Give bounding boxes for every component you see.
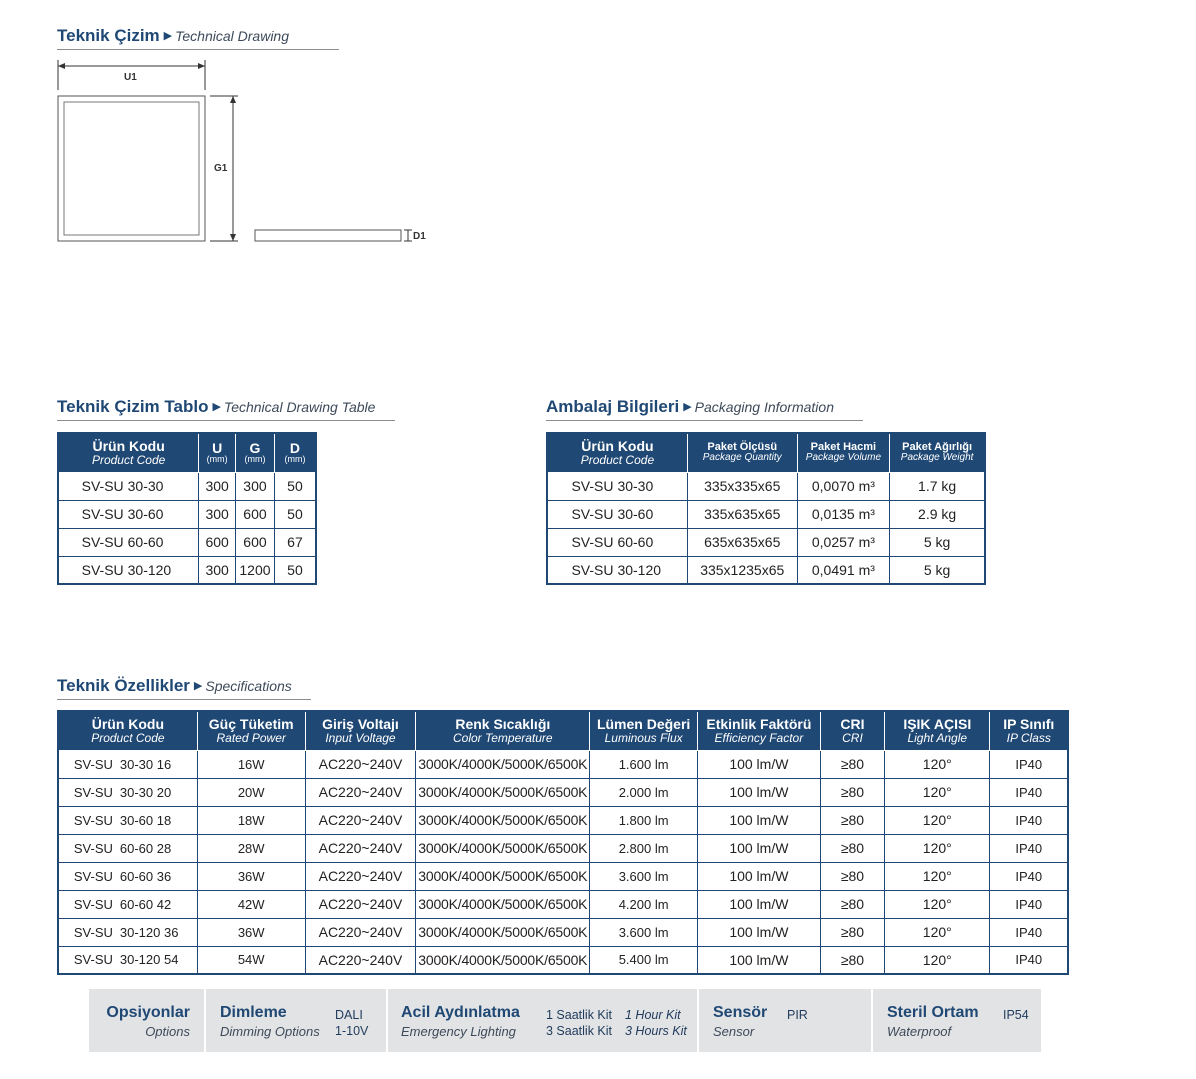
header-efficiency-factor: Etkinlik Faktörü Efficiency Factor (697, 711, 820, 750)
option-sensor: Sensör Sensor PIR (713, 1004, 808, 1039)
caret-right-icon: ▶ (212, 401, 221, 413)
options-title: Opsiyonlar Options (106, 1004, 190, 1039)
header-product-code: Ürün Kodu Product Code (547, 433, 687, 472)
header-rated-power: Güç Tüketim Rated Power (197, 711, 305, 750)
pack-table-title (546, 397, 863, 421)
header-product-code: Ürün Kodu Product Code (58, 433, 199, 472)
header-light-angle: IŞIK AÇISI Light Angle (885, 711, 990, 750)
header-u: U (mm) (199, 433, 236, 472)
header-ip-class: IP Sınıfı IP Class (990, 711, 1068, 750)
table-row: SV-SU 60-60 28 28W AC220~240V 3000K/4000K/5000K/6500K 2.800 lm 100 lm/W ≥80 120° IP40 (58, 834, 1068, 862)
options-bar (89, 989, 1041, 1052)
table-row: SV-SU 60-60 36 36W AC220~240V 3000K/4000K/5000K/6500K 3.600 lm 100 lm/W ≥80 120° IP40 (58, 862, 1068, 890)
table-row: SV-SU 30-30 300 300 50 (58, 472, 316, 500)
table-row: SV-SU 30-120 36 36W AC220~240V 3000K/4000K/5000K/6500K 3.600 lm 100 lm/W ≥80 120° IP40 (58, 918, 1068, 946)
table-row: SV-SU 60-60 42 42W AC220~240V 3000K/4000K/5000K/6500K 4.200 lm 100 lm/W ≥80 120° IP40 (58, 890, 1068, 918)
header-luminous-flux: Lümen Değeri Luminous Flux (590, 711, 698, 750)
header-package-size: Paket Ölçüsü Package Quantity (687, 433, 797, 472)
header-color-temperature: Renk Sıcaklığı Color Temperature (416, 711, 590, 750)
drawing-title-tr: Teknik Çizim (57, 26, 160, 45)
drawing-title-en: Technical Drawing (175, 28, 289, 44)
table-row: SV-SU 60-60 635x635x65 0,0257 m³ 5 kg (547, 528, 985, 556)
drawing-title (57, 26, 339, 50)
option-dimming: Dimleme Dimming Options DALI 1-10V (220, 1004, 369, 1039)
table-row: SV-SU 30-30 20 20W AC220~240V 3000K/4000K/5000K/6500K 2.000 lm 100 lm/W ≥80 120° IP40 (58, 778, 1068, 806)
table-row: SV-SU 30-60 300 600 50 (58, 500, 316, 528)
header-cri: CRI CRI (820, 711, 884, 750)
header-package-volume: Paket Hacmi Package Volume (797, 433, 890, 472)
header-d: D (mm) (274, 433, 316, 472)
spec-table-title-en: Specifications (205, 678, 292, 694)
label-u1: U1 (124, 72, 137, 83)
option-sterile-environment: Steril Ortam Waterproof IP54 (887, 1004, 1029, 1039)
table-row: SV-SU 30-60 335x635x65 0,0135 m³ 2.9 kg (547, 500, 985, 528)
dim-table-title-tr: Teknik Çizim Tablo (57, 397, 209, 416)
dim-table-title (57, 397, 395, 421)
label-d1: D1 (413, 231, 426, 242)
dim-table (57, 432, 317, 585)
header-product-code: Ürün Kodu Product Code (58, 711, 197, 750)
table-row: SV-SU 30-30 16 16W AC220~240V 3000K/4000K/5000K/6500K 1.600 lm 100 lm/W ≥80 120° IP40 (58, 750, 1068, 778)
caret-right-icon: ▶ (163, 30, 173, 42)
header-input-voltage: Giriş Voltajı Input Voltage (305, 711, 416, 750)
table-row: SV-SU 30-30 335x335x65 0,0070 m³ 1.7 kg (547, 472, 985, 500)
label-g1: G1 (214, 163, 228, 174)
technical-drawing (50, 60, 440, 250)
option-emergency-lighting: Acil Aydınlatma Emergency Lighting 1 Saatlik Kit 1 Hour Kit 3 Saatlik Kit 3 Hours Kit (401, 1004, 687, 1039)
table-row: SV-SU 30-120 54 54W AC220~240V 3000K/4000K/5000K/6500K 5.400 lm 100 lm/W ≥80 120° IP40 (58, 946, 1068, 974)
pack-table-title-tr: Ambalaj Bilgileri (546, 397, 680, 416)
pack-table (546, 432, 986, 585)
header-package-weight: Paket Ağırlığı Package Weight (890, 433, 985, 472)
caret-right-icon: ▶ (683, 401, 692, 413)
header-g: G (mm) (236, 433, 275, 472)
table-row: SV-SU 30-120 300 1200 50 (58, 556, 316, 584)
spec-table-title (57, 676, 311, 700)
spec-table (57, 710, 1069, 975)
dim-table-title-en: Technical Drawing Table (223, 399, 376, 415)
pack-table-title-en: Packaging Information (694, 399, 834, 415)
table-row: SV-SU 30-60 18 18W AC220~240V 3000K/4000K/5000K/6500K 1.800 lm 100 lm/W ≥80 120° IP40 (58, 806, 1068, 834)
spec-table-title-tr: Teknik Özellikler (57, 676, 190, 695)
table-row: SV-SU 60-60 600 600 67 (58, 528, 316, 556)
table-row: SV-SU 30-120 335x1235x65 0,0491 m³ 5 kg (547, 556, 985, 584)
caret-right-icon: ▶ (193, 680, 203, 692)
